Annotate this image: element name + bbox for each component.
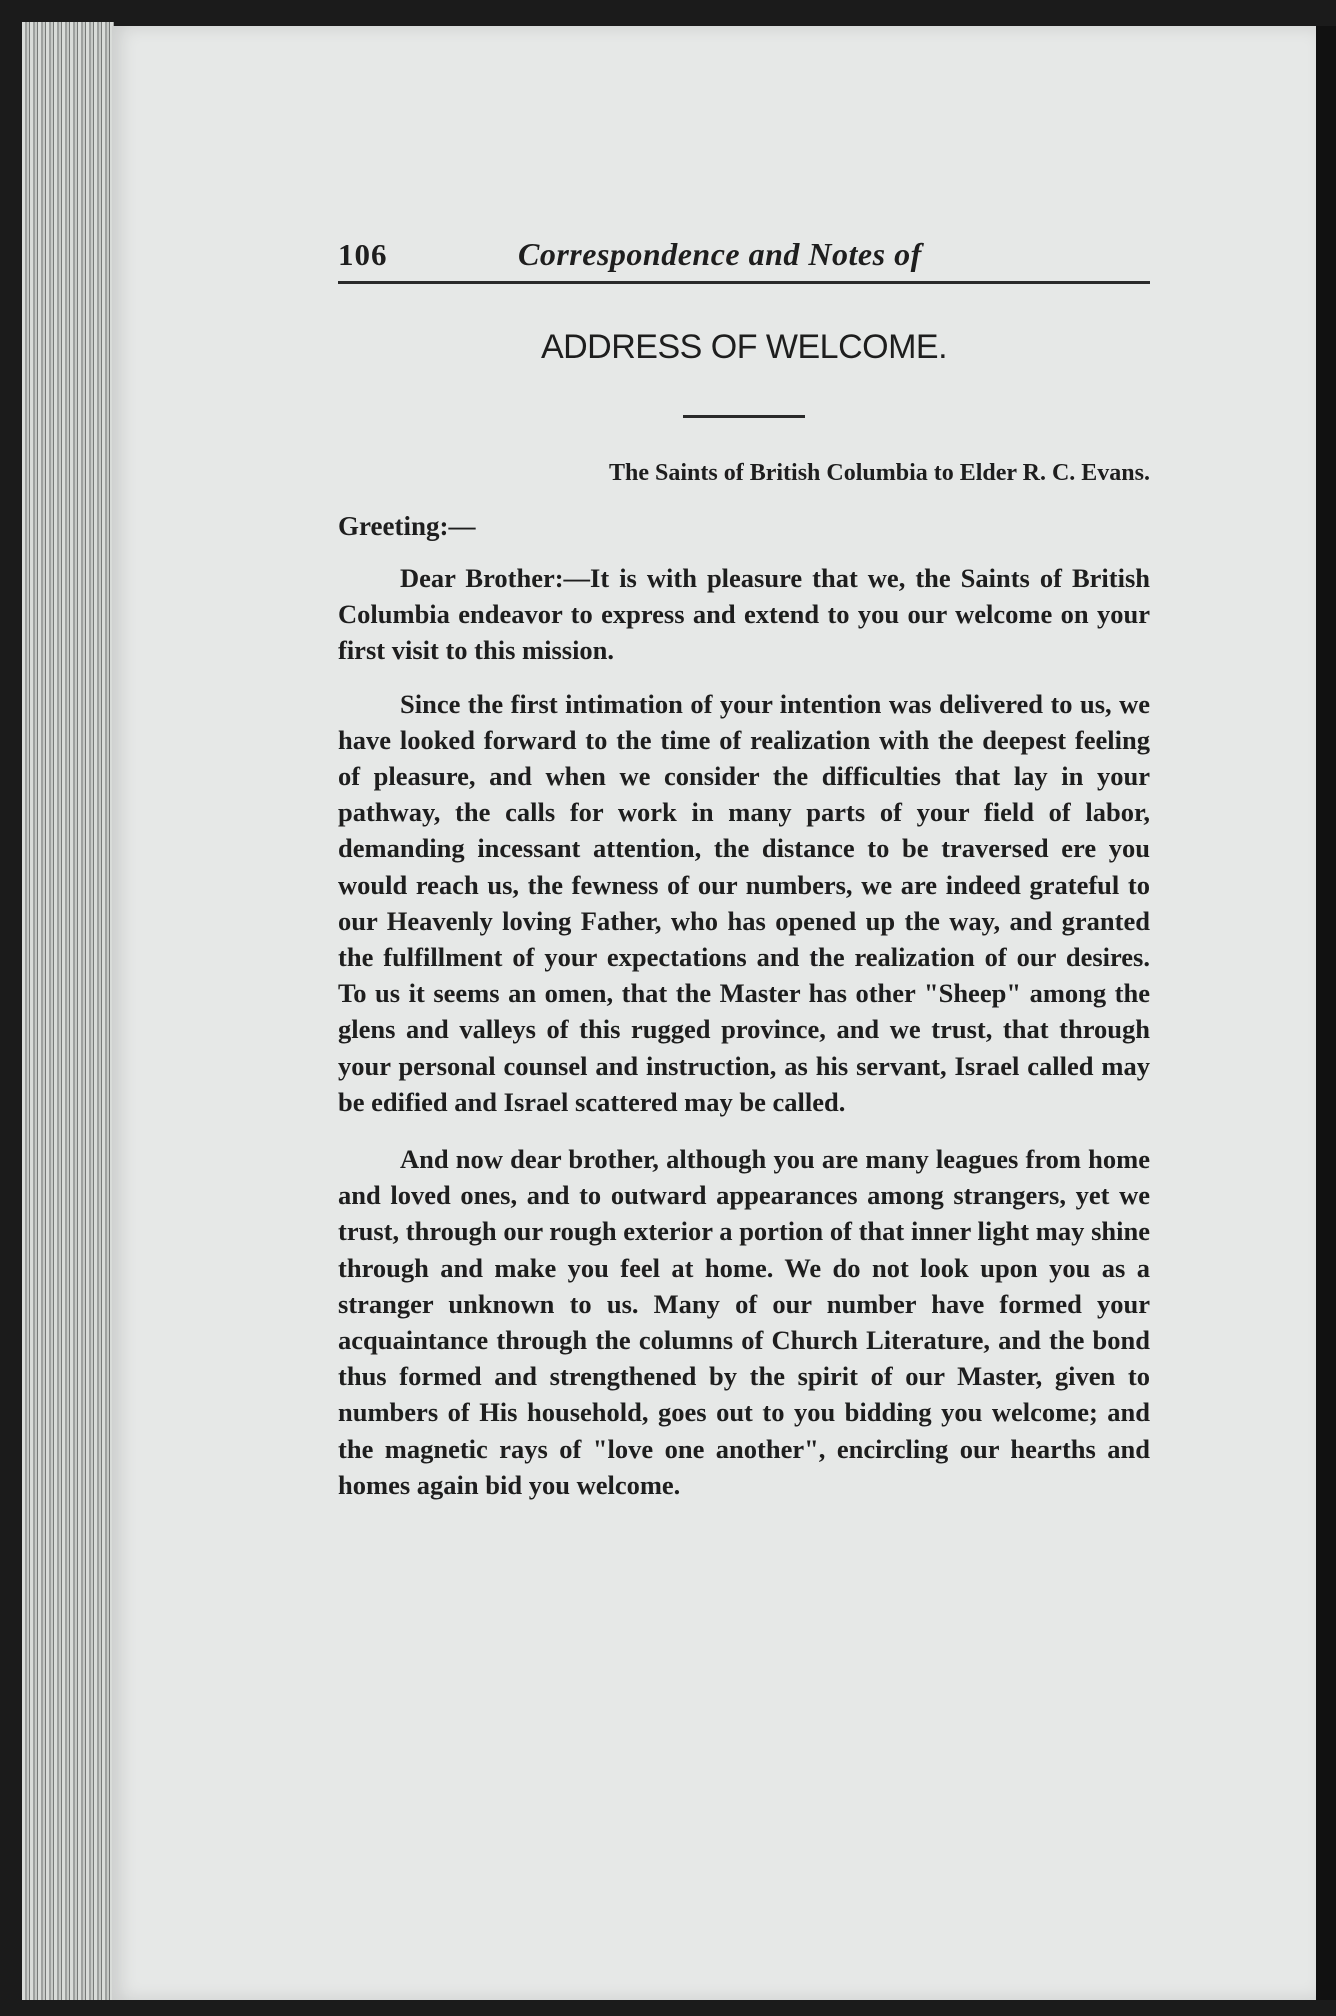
paragraph-1: Dear Brother:—It is with pleasure that we, the Saints of British Columbia endeavor to express and extend to you our welcome on your first visit to this mission. bbox=[338, 563, 1150, 666]
salutation-line: The Saints of British Columbia to Elder R. C. Evans. bbox=[609, 460, 1150, 486]
section-title: ADDRESS OF WELCOME. bbox=[540, 328, 948, 366]
page-edges bbox=[22, 22, 114, 2000]
running-title: Correspondence and Notes of bbox=[518, 236, 922, 272]
scan-border bbox=[1316, 26, 1336, 2000]
greeting: Greeting:— bbox=[338, 511, 476, 541]
page-number: 106 bbox=[338, 237, 388, 272]
paragraph-2: Since the first intimation of your intention was delivered to us, we have looked forward to the time of realization with the deepest feeling of pleasure, and when we consider the difficulties that lay in your pathway, the calls for work in many parts of your field of labor, demanding incessant attention, the distance to be traversed ere you would reach us, the fewness of our numbers, we are indeed grateful to our Heavenly loving Father, who has opened up the way, and granted the fulfillment of your expectations and the realization of our desires. To us it seems an omen, that the Master has other "Sheep" among the glens and valleys of this rugged province, and we trust, that through your personal counsel and instruction, as his servant, Israel called may be edified and Israel scattered may be called. bbox=[338, 688, 1150, 1117]
page-content bbox=[338, 236, 1150, 1503]
running-header bbox=[338, 236, 1150, 284]
title-rule bbox=[683, 415, 805, 418]
paragraph-3: And now dear brother, although you are many leagues from home and loved ones, and to outward appearances among strangers, yet we trust, through our rough exterior a portion of that inner light may shine through and make you feel at home. We do not look upon you as a stranger unknown to us. Many of our number have formed your acquaintance through the columns of Church Literature, and the bond thus formed and strengthened by the spirit of our Master, given to numbers of His household, goes out to you bidding you welcome; and the magnetic rays of "love one another", encircling our hearths and homes again bid you welcome. bbox=[338, 1144, 1150, 1500]
